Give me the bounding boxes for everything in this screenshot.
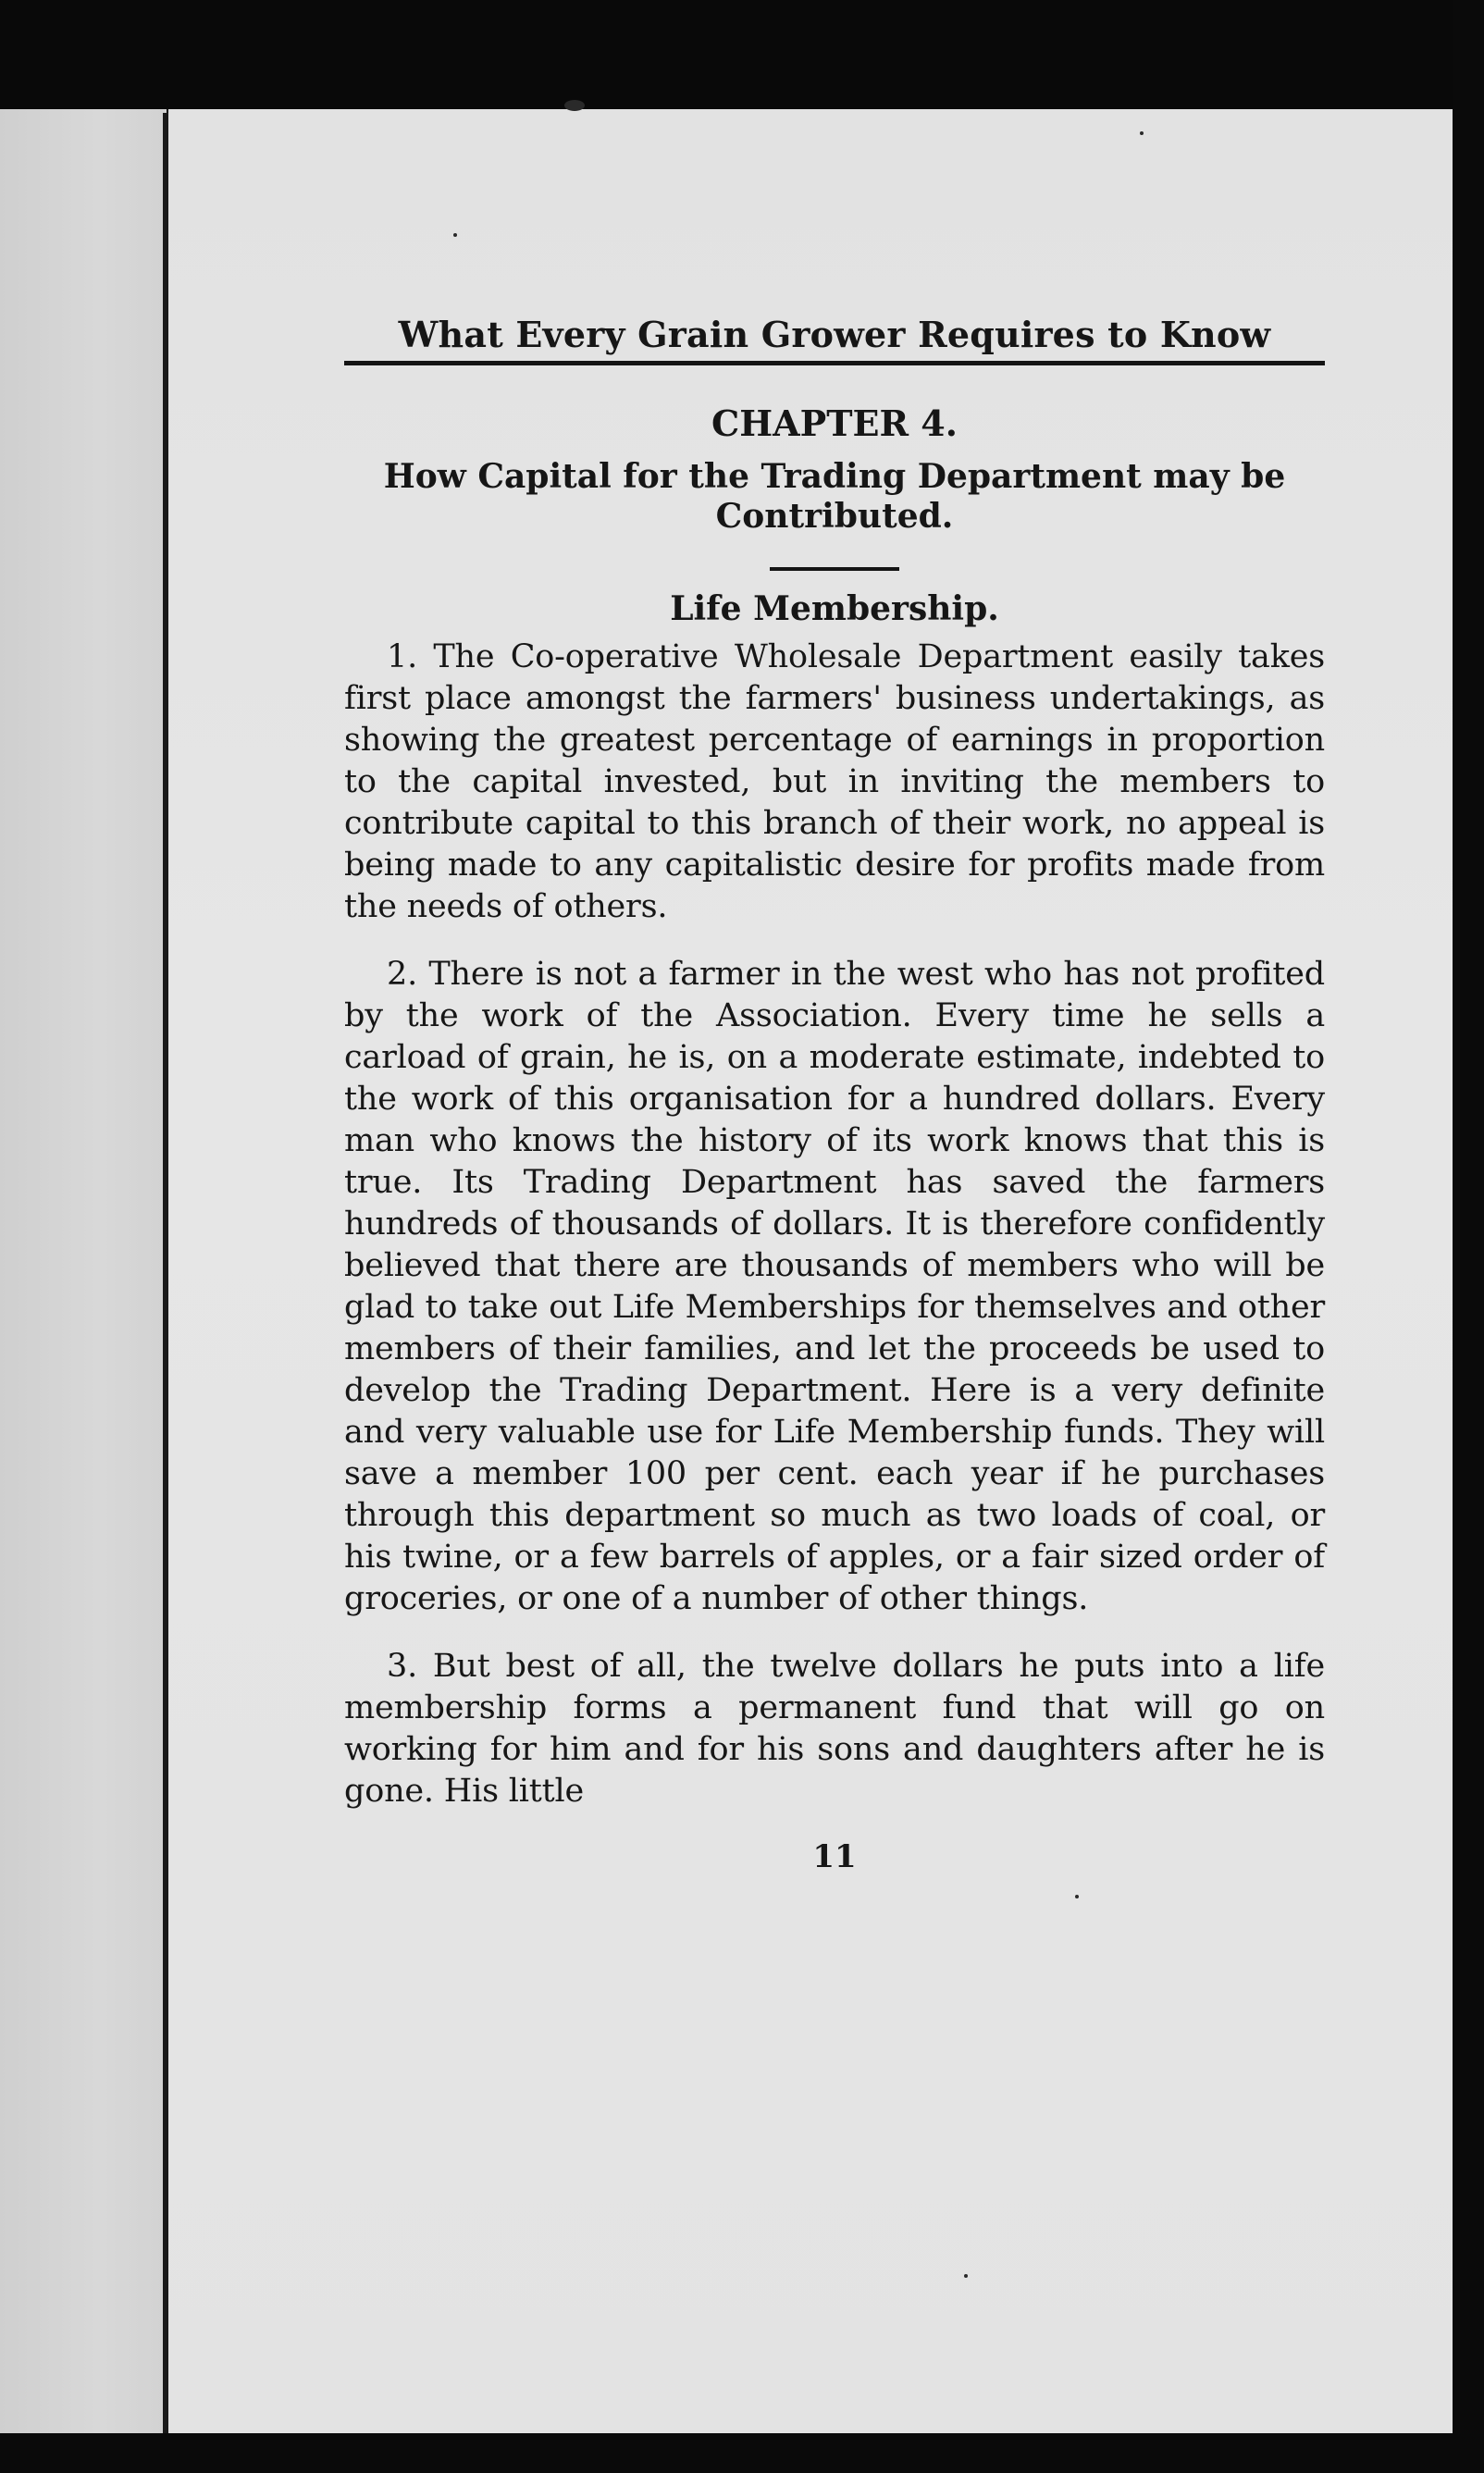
section-divider (770, 567, 899, 571)
paragraph-3: 3. But best of all, the twelve dollars he puts into a life membership forms a permanent fund that will go on working for him and for his sons and daughters after he is gone. His little (344, 1647, 1325, 1810)
scan-speck (1075, 1895, 1079, 1898)
facing-page-edge (0, 109, 167, 2433)
scan-border-top (0, 0, 1484, 111)
scan-speck (564, 100, 585, 111)
page-number: 11 (812, 1837, 857, 1875)
scan-speck (964, 2274, 968, 2278)
scan-speck (1140, 131, 1144, 135)
scan-border-bottom (0, 2433, 1484, 2473)
page-content (344, 315, 1325, 1875)
scan-speck (453, 233, 457, 237)
paragraph-2: 2. There is not a farmer in the west who has not profited by the work of the Association. Every time he sells a carload of grain, he is, on a moderate estimate, indebted to the work of this organisation for a hundred dollars. Every man who knows the history of its work knows that this is true. Its Trading Department has saved the farmers hundreds of thousands of dollars. It is therefore confidently believed that there are thousands of members who will be glad to take out Life Memberships for themselves and other members of their families, and let the proceeds be used to develop the Trading Department. Here is a very definite and very valuable use for Life Membership funds. They will save a member 100 per cent. each year if he purchases through this department so much as two loads of coal, or his twine, or a few barrels of apples, or a fair sized order of groceries, or one of a number of other things. (344, 955, 1325, 1617)
scan-border-right (1453, 0, 1484, 2473)
section-heading: Life Membership. (670, 588, 999, 628)
chapter-title: How Capital for the Trading Department may be Contributed. (383, 457, 1286, 537)
running-head: What Every Grain Grower Requires to Know (344, 315, 1325, 365)
chapter-number: CHAPTER 4. (711, 402, 958, 444)
paragraph-1: 1. The Co-operative Wholesale Department easily takes first place amongst the farmers' business undertakings, as showing the greatest percentage of earnings in proportion to the capital invested, but in inviting the members to contribute capital to this branch of their work, no appeal is being made to any capitalistic desire for profits made from the needs of others. (344, 637, 1325, 925)
